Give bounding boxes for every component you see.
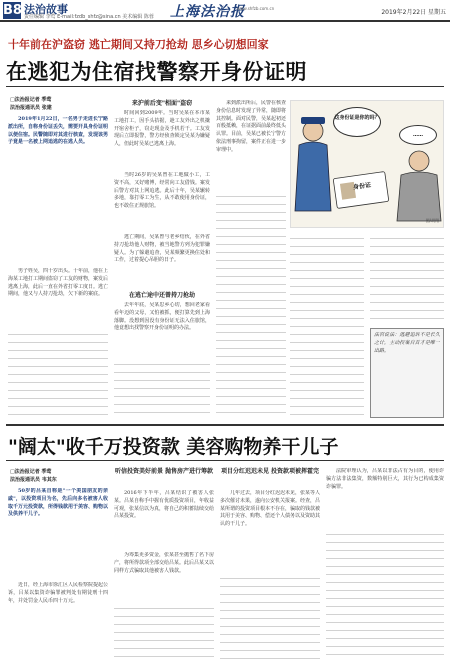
story1-subhead-1: 来沪前后变"相面"盗窃 [131,100,193,107]
story2-subhead-2: 项目分红迟迟未见 投资款项被挥霍完 [220,468,320,475]
page-header [0,0,450,22]
story1-column4-text [290,234,364,418]
story1-byline-reporter: □法治报记者 季莺 [10,97,52,103]
story-divider [6,424,444,426]
story1-lead: 2019年1月22日，一名男子走进长宁路派出所，自称身份证丢失，需要开具身份证明以便住宿。民警随即对其进行核查，发现该男子竟是一名被上网追逃的在逃人员。 [8,116,108,146]
speech-bubble-suspect: …… [399,125,437,145]
section-title: 法治故事 [24,3,68,16]
legal-commentary-text: 法官说法：逃避追诉不是长久之计，主动投案自首才是唯一出路。 [374,332,440,354]
headline-divider [6,86,444,87]
story2-headline: "阔太"收千万投资款 美容购物养干儿子 [8,436,339,458]
story1-column3-text [216,192,286,418]
story1-paragraph-4: 逃亡期间，吴某曾与老乡结伙，在外省持刀抢劫他人财物，被当地警方列为犯罪嫌疑人。为了躲避追查，吴某频繁更换住处和工作，过着提心吊胆的日子。 [114,234,210,264]
story1-paragraph-2: 时间回到2009年。当时吴某在本市某工地打工，因手头拮据，趁工友外出之机撬开宿舍柜子，窃走现金及手机若干。工友发现后立即报警，警方经侦查锁定吴某为嫌疑人，但此时吴某已逃离上海。 [114,110,210,147]
id-card-label: 身份证 [352,181,372,192]
story2-subhead-1: 听信投资美好前景 抛售房产进行筹款 [114,468,214,475]
story-illustration [290,100,444,228]
story2-headline-divider [6,460,444,461]
story1-column5-text [370,234,444,324]
story2-byline-correspondent: 法治报通讯员 韦其东 [10,477,57,483]
story2-paragraph-5: 法院审理认为，吕某以非法占有为目的，使用诈骗方法非法集资，数额特别巨大，其行为已构成集资诈骗罪。 [326,468,444,490]
legal-commentary-box [370,328,444,418]
story2-column2-text [114,604,214,660]
story2-column3-text [220,574,320,660]
story1-byline-correspondent: 法治报通讯员 张建 [10,105,52,111]
story2-paragraph-1: 近日，经上海市徐汇区人民检察院提起公诉，吕某以集资诈骗罪被判处有期徒刑十四年，并处罚金人民币四十万元。 [8,582,108,604]
editor-credits: 责任编辑 李莺 E-mail:fzdb_shfz@sina.cn 美术编辑 陈蓉 [24,14,154,20]
page-number-badge: B8 [3,3,22,18]
story2-paragraph-3: 为筹集更多资金，张某甚至抛售了名下房产，将所得款项全部交给吕某。此后吕某又以同样方式骗取其他被害人钱款。 [114,552,214,574]
masthead-url: www.shfzb.com.cn [237,6,275,11]
illustration-credit: 图/胡翔 [425,218,439,223]
story2-column4-text [326,530,444,660]
story1-paragraph-5: 去年年底，吴某思乡心切，想回老家看看年迈的父母，又怕被抓，便打算先到上海落脚。没想到因没有身份证无法入住旅馆，他竟想出找警察开身份证明的办法。 [114,302,210,332]
story1-column2-text [114,360,210,418]
story2-paragraph-4: 几年过去，项目分红迟迟未见，张某等人多次催讨未果，遂向公安机关报案。经查，吕某所谓的投资项目根本不存在，骗取的钱款被其用于美容、购物、偿还个人债务以及资助其认的干儿子。 [220,490,320,527]
story1-paragraph-6: 来到派出所后，民警在核查身份信息时发现了异常，随即将其控制。面对民警，吴某起初还百般抵赖，在证据面前最终低头认罪。目前，吴某已被长宁警方依法刑事拘留，案件正在进一步审理中。 [216,100,286,153]
story1-kicker: 十年前在沪盗窃 逃亡期间又持刀抢劫 思乡心切想回家 [8,38,269,51]
story1-subhead-2: 在逃亡途中还曾持刀抢劫 [128,292,195,299]
story1-headline: 在逃犯为住宿找警察开身份证明 [6,60,307,84]
story2-lead: 50岁的吕某自称是"一个美国朋友的亲戚"，以投资项目为名，先后向多名被害人收取千万元投资款，所得钱款用于美容、购物以及供养干儿子。 [8,488,108,518]
story2-byline-reporter: □法治报记者 季莺 [10,469,52,475]
story1-paragraph-3: 当时26岁的吴某曾在工地做小工，工资不高，又好赌博，经常向工友借钱。案发后警方对其上网追逃。此后十年，吴某辗转多地，靠打零工为生，从不敢使用身份证，也不敢住正规旅馆。 [114,172,210,209]
newspaper-masthead: 上海法治报 [170,4,245,20]
speech-bubble-police: 这身份证是你的吗？ [333,107,381,137]
issue-date: 2019年2月22日 星期五 [381,9,446,16]
story2-paragraph-2: 2016年下半年，吕某结识了被害人张某。吕某自称手中握有优质投资项目，年收益可观，张某信以为真，将自己的积蓄陆续交给吕某投资。 [114,490,214,520]
story1-column1-text [8,330,108,418]
story1-paragraph-1: 男子姓吴，四十岁出头。十年前，他在上海某工地打工期间盗窃了工友的财物，案发后逃离上海，此后一直在外省打零工度日。逃亡期间，他又与人持刀抢劫，欠下新的案底。 [8,268,108,298]
